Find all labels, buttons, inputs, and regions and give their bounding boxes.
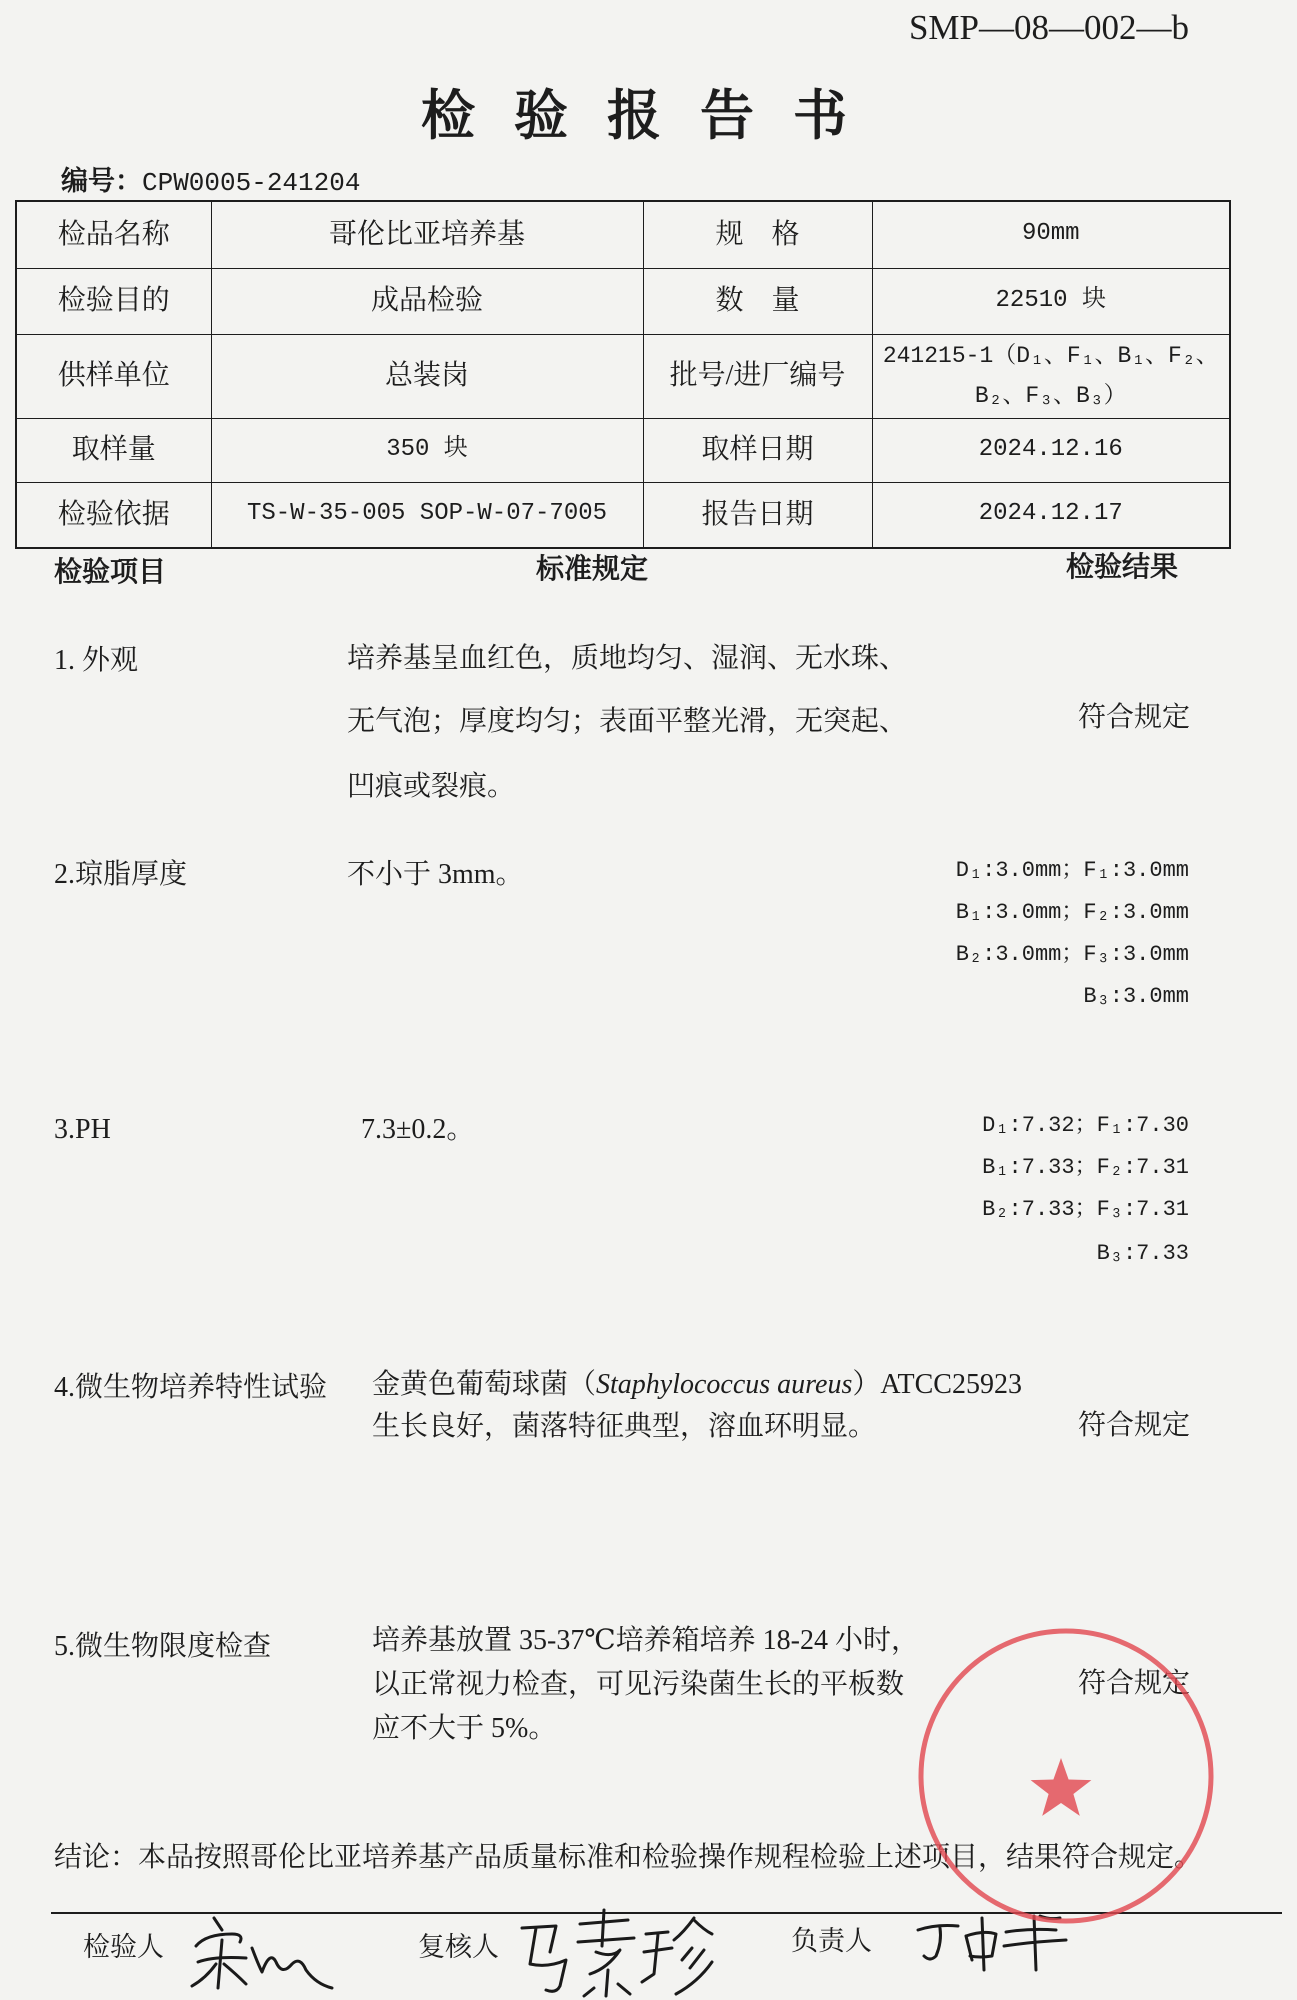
signature-stroke [214, 1918, 222, 1930]
document-code: SMP—08—002—b [908, 8, 1189, 47]
label-product-name: 检品名称 [16, 201, 211, 268]
standard-line: 凹痕或裂痕。 [347, 771, 516, 802]
label-quantity-text: 数量 [715, 285, 828, 317]
value-batch-number [872, 334, 1230, 418]
supervisor-label: 负责人 [791, 1926, 872, 1956]
standard-line: 不小于 3mm。 [347, 859, 524, 890]
result-value: 符合规定 [1078, 1410, 1191, 1441]
value-report-date: 2024.12.17 [872, 482, 1230, 548]
signature-stroke [218, 1940, 222, 1988]
result-value: B₁:3.0mm；F₂:3.0mm [955, 900, 1189, 925]
column-header-item: 检验项目 [54, 557, 167, 588]
signature-stroke [578, 1910, 634, 1996]
inspector-signature [192, 1918, 332, 1988]
batch-number-line-1: 241215-1（D₁、F₁、B₁、F₂、 [882, 343, 1219, 369]
standard-line: 以正常视力检查，可见污染菌生长的平板数 [372, 1669, 905, 1700]
label-supplier: 供样单位 [16, 334, 211, 418]
signature-stroke [198, 1958, 246, 1963]
standard-line: 生长良好，菌落特征典型，溶血环明显。 [372, 1411, 877, 1442]
info-row-purpose [16, 268, 1230, 334]
signature-stroke [918, 1926, 958, 1960]
standard-line: 培养基放置 35-37℃培养箱培养 18-24 小时， [372, 1625, 919, 1656]
column-header-result: 检验结果 [1066, 552, 1179, 583]
signature-stroke [196, 1934, 241, 1946]
report-number-label: 编号： [61, 166, 142, 196]
standard-line: 7.3±0.2。 [361, 1114, 475, 1145]
value-sampling-date: 2024.12.16 [872, 418, 1230, 482]
reviewer-label: 复核人 [418, 1932, 499, 1962]
report-number [61, 168, 360, 196]
value-product-name: 哥伦比亚培养基 [211, 201, 643, 268]
company-seal [916, 1626, 1216, 1926]
result-value: D₁:7.32；F₁:7.30 [982, 1113, 1189, 1138]
standard-line [372, 1371, 1022, 1399]
signature-stroke [192, 1964, 216, 1986]
test-item-label: 5.微生物限度检查 [54, 1631, 272, 1662]
value-sample-amount: 350 块 [211, 418, 643, 482]
sample-info-table [15, 200, 1231, 549]
signature-stroke [252, 1948, 332, 1988]
value-inspection-purpose: 成品检验 [211, 268, 643, 334]
standard-line: 应不大于 5%。 [372, 1713, 557, 1744]
value-inspection-basis: TS-W-35-005 SOP-W-07-7005 [211, 482, 643, 548]
result-value: D₁:3.0mm；F₁:3.0mm [955, 858, 1189, 883]
result-value: B₂:7.33；F₃:7.31 [982, 1197, 1189, 1222]
inspector-label: 检验人 [83, 1932, 164, 1962]
label-batch-number: 批号/进厂编号 [643, 334, 872, 418]
label-quantity [643, 268, 872, 334]
value-quantity: 22510 块 [872, 268, 1230, 334]
standard-line: 培养基呈血红色，质地均匀、湿润、无水珠、 [347, 643, 908, 674]
label-inspection-basis: 检验依据 [16, 482, 211, 548]
info-row-sampling [16, 418, 1230, 482]
result-value: B₃:7.33 [1096, 1241, 1189, 1266]
info-row-basis [16, 482, 1230, 548]
value-specification: 90mm [872, 201, 1230, 268]
organism-prefix: 金黄色葡萄球菌（ [372, 1369, 597, 1400]
signature-stroke [224, 1964, 246, 1984]
seal-star-icon [1031, 1758, 1092, 1816]
label-specification-text: 规格 [715, 218, 828, 250]
page-title: 检验报告书 [421, 86, 886, 146]
column-header-standard: 标准规定 [536, 554, 649, 585]
reviewer-signature [522, 1910, 712, 1996]
value-supplier: 总装岗 [211, 334, 643, 418]
label-sampling-date: 取样日期 [643, 418, 872, 482]
label-report-date: 报告日期 [643, 482, 872, 548]
organism-latin-name: Staphylococcus aureus [596, 1369, 853, 1400]
result-value: 符合规定 [1078, 702, 1191, 733]
test-item-label: 4.微生物培养特性试验 [54, 1372, 328, 1403]
info-row-product [16, 201, 1230, 268]
test-item-label: 2.琼脂厚度 [54, 859, 188, 890]
label-sample-amount: 取样量 [16, 418, 211, 482]
result-value: B₃:3.0mm [1083, 984, 1189, 1009]
organism-strain: ）ATCC25923 [852, 1369, 1022, 1400]
test-item-label: 3.PH [54, 1114, 111, 1145]
standard-line: 无气泡；厚度均匀；表面平整光滑，无突起、 [347, 706, 908, 737]
conclusion: 结论：本品按照哥伦比亚培养基产品质量标准和检验操作规程检验上述项目，结果符合规定。 [54, 1842, 1203, 1873]
result-value: B₁:7.33；F₂:7.31 [982, 1155, 1189, 1180]
test-item-label: 1. 外观 [54, 645, 139, 676]
signature-stroke [522, 1926, 566, 1991]
result-value: B₂:3.0mm；F₃:3.0mm [955, 942, 1189, 967]
label-inspection-purpose: 检验目的 [16, 268, 211, 334]
report-number-value: CPW0005-241204 [142, 168, 361, 198]
result-value: 符合规定 [1078, 1668, 1191, 1699]
info-row-supplier [16, 334, 1230, 418]
label-specification [643, 201, 872, 268]
signature-stroke [642, 1918, 712, 1994]
batch-number-line-2: B₂、F₃、B₃） [974, 383, 1127, 409]
